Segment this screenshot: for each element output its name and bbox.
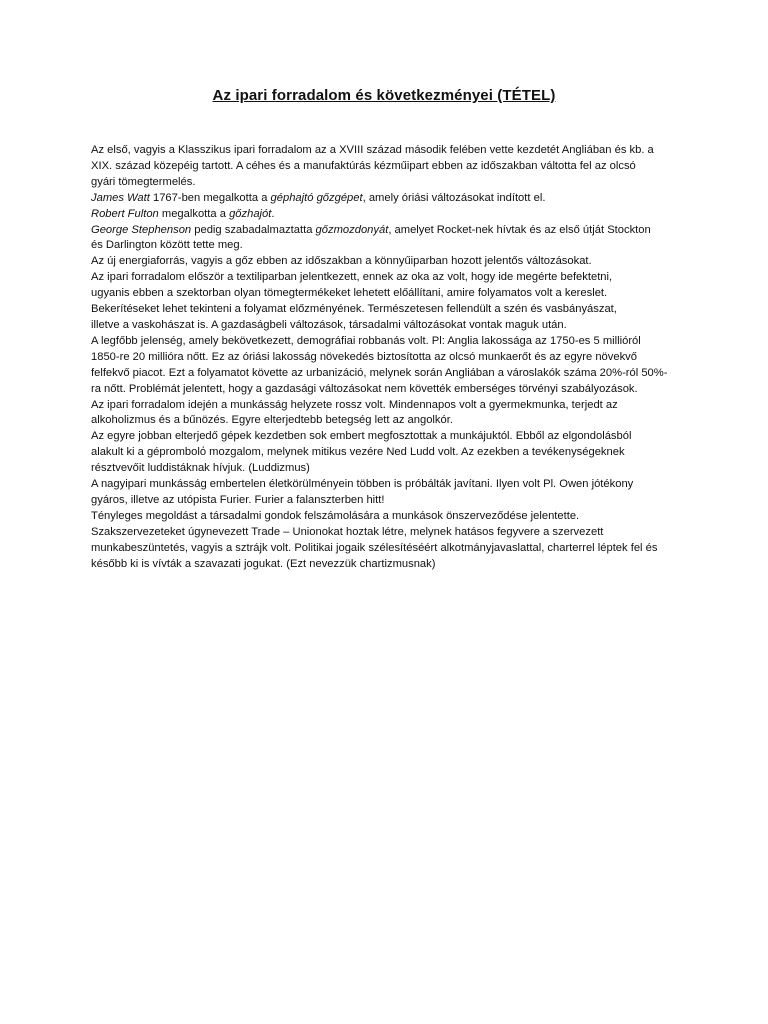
body-line: később ki is vívták a szavazati jogukat. (Ezt nevezzük chartizmusnak) <box>91 557 436 570</box>
text-segment: , amelyet Rocket-nek hívtak és az első útját Stockton <box>388 223 651 236</box>
body-line: Az első, vagyis a Klasszikus ipari forradalom az a XVIII század második felében vette kezdetét Angliában és kb. a <box>91 144 654 156</box>
body-line: Bekerítéseket lehet tekinteni a folyamat előzményének. Természetesen fellendült a szén és vasbányászat, <box>91 303 617 316</box>
italic-term: George Stephenson <box>91 223 192 236</box>
body-line <box>91 223 701 239</box>
body-line: felfekvő piacot. Ezt a folyamatot követte az urbanizáció, melynek során Angliában a városlakók száma 20%-ról 50%- <box>91 366 668 379</box>
body-line: alakult ki a géprombolό mozgalom, melynek mitikus vezére Ned Ludd volt. Az ezekben a tevékenységeknek <box>91 446 625 459</box>
body-line: alkoholizmus és a bűnözés. Egyre elterjedtebb betegség lett az angolkór. <box>91 414 453 427</box>
document-title: Az ipari forradalom és következményei (TÉTEL) <box>212 87 556 104</box>
body-line <box>91 207 701 223</box>
text-segment: , amely óriási változásokat indított el. <box>362 191 546 204</box>
text-segment: pedig szabadalmaztatta <box>191 223 316 236</box>
document-body <box>91 143 701 572</box>
body-line: A nagyipari munkásság embertelen életkörülményein többen is próbálták javítani. Ilyen volt Pl. Owen jótékony <box>91 478 634 491</box>
body-line <box>91 191 701 207</box>
body-line: A legfőbb jelenség, amely bekövetkezett, demográfiai robbanás volt. Pl: Anglia lakossága az 1750-es 5 millióról <box>91 334 641 347</box>
body-line: gyáros, illetve az utópista Furier. Furier a falanszterben hitt! <box>91 493 385 506</box>
body-line: Az ipari forradalom először a textiliparban jelentkezett, ennek az oka az volt, hogy ide megérte befektetni, <box>91 271 613 284</box>
body-line: illetve a vaskohászat is. A gazdaságbeli változások, társadalmi változásokat vontak maguk után. <box>91 318 567 331</box>
text-segment: . <box>271 207 275 220</box>
italic-term: Robert Fulton <box>91 207 159 220</box>
body-line: 1850-re 20 millióra nőtt. Ez az óriási lakosság növekedés biztosította az olcsó munkaerőt és az egyre növekvő <box>91 350 637 363</box>
body-line: gyári tömegtermelés. <box>91 175 196 188</box>
text-segment: megalkotta a <box>158 207 230 220</box>
italic-term: gőzhajót <box>229 207 272 220</box>
body-line: ugyanis ebben a szektorban olyan tömegtermékeket lehetett előállítani, amire folyamatos volt a kereslet. <box>91 287 608 300</box>
body-line: Szakszervezeteket úgynevezett Trade – Unionokat hoztak létre, melynek hatásos fegyvere a szervezett <box>91 525 604 538</box>
italic-term: gőzmozdonyát <box>315 223 389 236</box>
body-line: ra nőtt. Problémát jelentett, hogy a gazdasági változásokat nem követték emberséges törvényi szabályozások. <box>91 382 638 395</box>
body-line: Az új energiaforrás, vagyis a gőz ebben az időszakban a könnyűiparban hozott jelentős változásokat. <box>91 255 592 268</box>
body-line: Tényleges megoldást a társadalmi gondok felszámolására a munkások önszerveződése jelentette. <box>91 509 580 522</box>
body-line: munkabeszüntetés, vagyis a sztrájk volt. Politikai jogaik szélesítéséért alkotmányjavaslattal, charterrel léptek fel és <box>91 541 658 554</box>
text-segment: 1767-ben megalkotta a <box>149 191 271 204</box>
italic-term: géphajtó gőzgépet <box>270 191 363 204</box>
body-line: résztvevőit luddistáknak hívjuk. (Luddizmus) <box>91 462 310 475</box>
body-line: Az egyre jobban elterjedő gépek kezdetben sok embert megfosztottak a munkájuktól. Ebből az elgondolásból <box>91 430 632 443</box>
body-line: XIX. század közepéig tartott. A céhes és a manufaktúrás kézműipart ebben az időszakban váltotta fel az olcsó <box>91 159 636 172</box>
italic-term: James Watt <box>91 191 150 204</box>
body-line: Az ipari forradalom idején a munkásság helyzete rossz volt. Mindennapos volt a gyermekmunka, terjedt az <box>91 398 618 411</box>
body-line: és Darlington között tette meg. <box>91 239 243 252</box>
